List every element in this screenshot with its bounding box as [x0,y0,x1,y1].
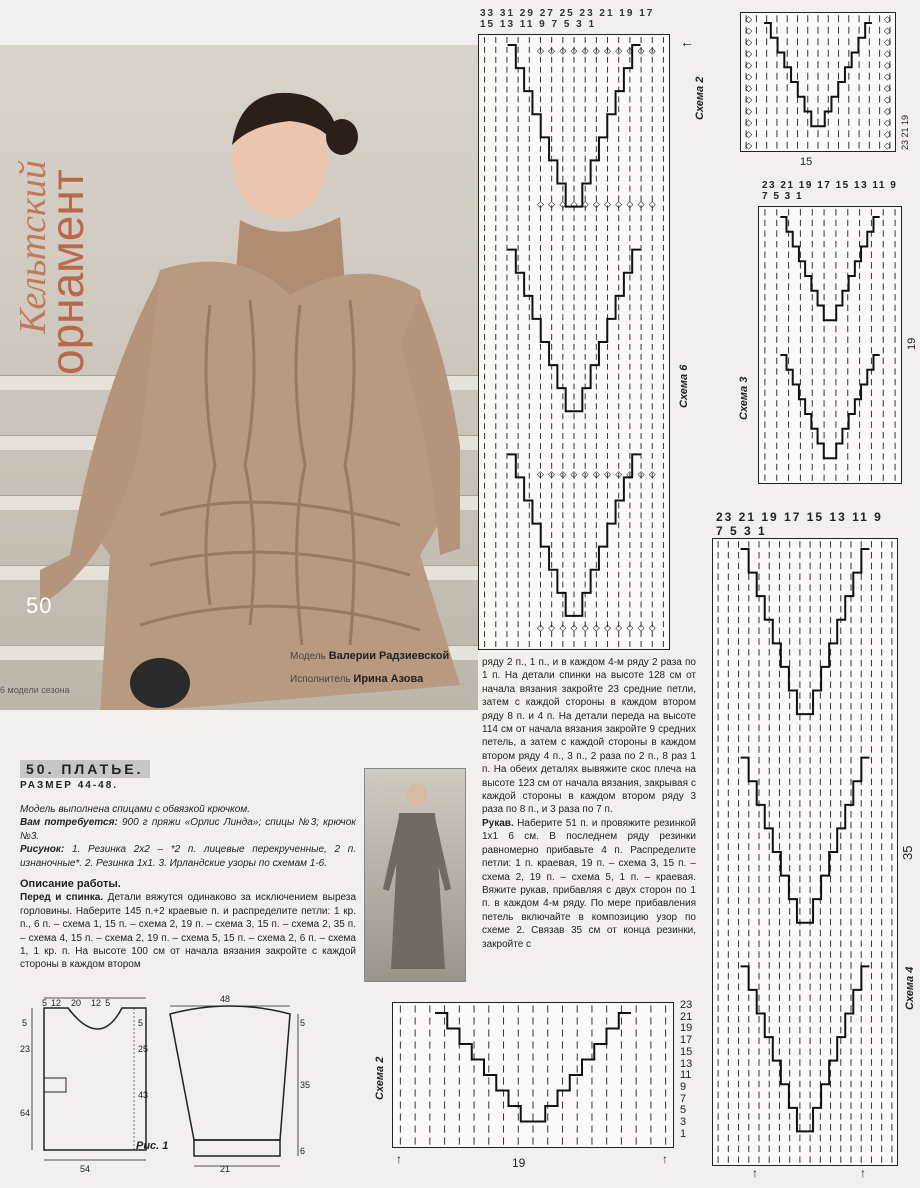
model-photo [0,45,478,710]
svg-text:◇: ◇ [883,129,891,140]
svg-text:◇: ◇ [570,45,578,56]
svg-text:◇: ◇ [637,198,645,209]
arrow-up-icon-2: ↑ [860,1166,866,1180]
svg-text:◇: ◇ [537,469,544,480]
dim-top-5: 5 [105,998,111,1008]
arrow-up-icon-3: ↑ [396,1152,402,1166]
credit-exec-label: Исполнитель [290,674,351,685]
article-intro: Модель выполнена спицами с обвязкой крючком. [20,804,250,815]
sleeve-dim-right-3: 6 [300,1146,306,1156]
schema2-bottom-row-5: 5 [680,1104,687,1117]
svg-text:◇: ◇ [626,198,634,209]
dim-bottom: 54 [80,1164,91,1174]
svg-text:◇: ◇ [548,622,556,633]
svg-text:◇: ◇ [745,117,753,128]
schema2-bottom-width: 19 [512,1156,526,1170]
schema2-bottom-row-19: 19 [680,1022,693,1035]
svg-text:◇: ◇ [559,45,567,56]
schema2-bottom-row-15: 15 [680,1045,693,1058]
schema3-label: Схема 3 [738,376,750,420]
dim-left-1: 5 [22,1018,28,1028]
schema2-bottom-row-1: 1 [680,1127,687,1140]
schema2-bottom-row-17: 17 [680,1034,693,1047]
svg-text:◇: ◇ [548,469,556,480]
svg-text:◇: ◇ [559,469,567,480]
svg-text:◇: ◇ [745,129,753,140]
svg-text:◇: ◇ [883,94,891,105]
schema2-bottom-row-11: 11 [680,1069,692,1082]
corner-row-numbers: 23 21 19 [900,114,910,150]
svg-text:◇: ◇ [745,94,753,105]
schema6-grid [479,35,669,649]
arrow-up-icon-4: ↑ [662,1152,668,1166]
desc-heading: Описание работы. [20,878,121,891]
schema2-bottom-row-3: 3 [680,1116,687,1129]
need-text: 900 г пряжи «Орлис Линда»; спицы №3; крючок №3. [20,817,356,842]
svg-text:◇: ◇ [615,45,623,56]
svg-text:◇: ◇ [548,45,556,56]
svg-text:◇: ◇ [745,14,753,25]
dim-right-3: 43 [138,1090,149,1100]
svg-text:◇: ◇ [883,25,891,36]
svg-text:◇: ◇ [604,469,611,480]
svg-text:◇: ◇ [570,622,578,633]
diagram-label: Рис. 1 [136,1140,169,1152]
schema2-top-label: Схема 2 [694,76,706,120]
dim-right-2: 25 [138,1044,149,1054]
svg-text:◇: ◇ [883,71,891,82]
svg-text:◇: ◇ [537,198,544,209]
title-line-1: Кельтский [11,160,54,334]
schema2-bottom-row-21: 21 [680,1010,693,1023]
dim-right-1: 5 [138,1018,144,1028]
svg-text:◇: ◇ [559,622,567,633]
svg-text:◇: ◇ [615,469,623,480]
svg-text:◇: ◇ [745,37,753,48]
schema4-grid [713,539,897,1165]
credit-model-name: Валерии Радзиевской [328,650,450,662]
title-line-2: орнамент [41,169,93,375]
svg-text:◇: ◇ [581,622,589,633]
svg-text:◇: ◇ [883,106,891,117]
svg-text:◇: ◇ [745,140,753,151]
schema3-grid [759,207,901,483]
schema6-chart [478,34,670,650]
svg-text:◇: ◇ [648,622,656,633]
schema2-bottom-row-13: 13 [680,1057,693,1070]
svg-text:◇: ◇ [745,48,753,59]
pattern-label: Рисунок: [20,844,65,856]
schema4-label: Схема 4 [904,966,916,1010]
svg-text:◇: ◇ [537,45,544,56]
sleeve-dim-right-2: 35 [300,1080,311,1090]
svg-text:◇: ◇ [883,140,891,151]
schema3-row-numbers: 23 21 19 17 15 13 11 9 7 5 3 1 [762,180,898,202]
body-top-dims [42,998,110,1008]
svg-text:◇: ◇ [883,37,891,48]
article-body-col2 [482,656,696,951]
schema2-bottom-chart [392,1002,674,1148]
dim-top-3: 20 [71,998,82,1008]
svg-text:◇: ◇ [559,198,567,209]
schema2-top-width: 15 [800,156,813,168]
sleeve-dim-right-1: 5 [300,1018,306,1028]
svg-text:◇: ◇ [745,106,753,117]
schema6-label: Схема 6 [678,364,690,408]
svg-text:◇: ◇ [648,45,656,56]
svg-text:◇: ◇ [745,71,753,82]
svg-text:◇: ◇ [626,469,634,480]
need-label: Вам потребуется: [20,817,118,829]
svg-text:◇: ◇ [570,198,578,209]
article-body-col1 [20,803,356,972]
page-footer: 6 модели сезона [0,685,70,695]
pattern-diagram [18,990,348,1180]
svg-text:◇: ◇ [745,83,753,94]
svg-text:◇: ◇ [604,198,611,209]
svg-text:◇: ◇ [615,198,623,209]
svg-text:◇: ◇ [883,48,891,59]
dim-left-3: 64 [20,1108,31,1118]
svg-text:◇: ◇ [637,622,645,633]
title-line-2-wrap [40,105,100,405]
svg-text:◇: ◇ [626,622,634,633]
svg-text:◇: ◇ [592,45,600,56]
svg-text:◇: ◇ [592,622,600,633]
dim-top-1: 5 [42,998,48,1008]
credit-model-label: Модель [290,651,326,662]
svg-text:◇: ◇ [648,469,656,480]
svg-text:◇: ◇ [537,622,544,633]
dim-left-2: 23 [20,1044,31,1054]
schema2-bottom-row-23: 23 [680,999,693,1011]
svg-text:◇: ◇ [581,469,589,480]
svg-text:◇: ◇ [745,25,753,36]
photo-number: 50 [26,593,53,618]
svg-text:◇: ◇ [883,117,891,128]
sleeve-dim-bottom: 21 [220,1164,231,1174]
article-size: РАЗМЕР 44-48. [20,780,119,791]
dress-thumbnail-photo [364,768,466,982]
schema6-row-numbers: 33 31 29 27 25 23 21 19 17 15 13 11 9 7 5 3 1 [480,8,655,30]
svg-text:◇: ◇ [648,198,656,209]
schema3-height: 19 [906,337,918,350]
schema2-bottom-grid [393,1003,673,1147]
credit-exec-name: Ирина Азова [353,673,424,685]
svg-text:◇: ◇ [745,60,753,71]
svg-text:◇: ◇ [883,60,891,71]
credits [290,645,449,691]
front-back-label: Перед и спинка. [20,892,104,904]
schema2-top-chart [740,12,896,152]
svg-text:◇: ◇ [592,198,600,209]
schema2-bottom-row-numbers [680,1000,710,1140]
schema2-bottom-row-9: 9 [680,1080,687,1093]
svg-text:◇: ◇ [604,45,611,56]
svg-text:◇: ◇ [548,198,556,209]
svg-text:◇: ◇ [570,469,578,480]
woman-in-cable-dress-illustration [40,85,460,710]
sleeve-top-dim: 48 [220,994,231,1004]
schema2-bottom-label: Схема 2 [374,1056,386,1100]
svg-text:◇: ◇ [604,622,611,633]
dress-thumbnail-figure [365,769,465,981]
svg-text:◇: ◇ [592,469,600,480]
svg-text:◇: ◇ [626,45,634,56]
arrow-up-icon: ↑ [752,1166,758,1180]
col2-text: ряду 2 п., 1 п., и в каждом 4-м ряду 2 раза по 1 п. На детали спинки на высоте 128 см от начала вязания закройте 23 средние петли, затем с каждой стороны в каждом втором ряду 8 п. и 4 п. На детали переда на высоте 114 см от начала вязания закройте 9 средних петель, а затем с каждой стороны в каждом втором ряду 4 п., 3 п., 2 раза по 2 п., 8 раз 1 п. На обеих деталях вывяжите скос плеча на высоте 123 см от начала вязания, закрывая с каждой стороны в каждом втором ряду 3 раза по 8 п., и 3 раза по 7 п. [482,657,696,816]
schema4-height: 35 [900,845,915,860]
schema3-chart [758,206,902,484]
svg-text:◇: ◇ [637,469,645,480]
schema4-chart [712,538,898,1166]
svg-text:◇: ◇ [637,45,645,56]
svg-text:◇: ◇ [581,198,589,209]
dim-top-2: 12 [51,998,62,1008]
dim-top-4: 12 [91,998,102,1008]
schema2-bottom-row-7: 7 [680,1092,687,1105]
svg-text:◇: ◇ [883,83,891,94]
sleeve-label: Рукав. [482,817,514,829]
pattern-text: 1. Резинка 2х2 – *2 п. лицевые перекрученные, 2 п. изнаночные*. 2. Резинка 1х1. 3. Ирландские узоры по схемам 1-6. [20,844,356,869]
svg-text:◇: ◇ [883,14,891,25]
sleeve-text: Наберите 51 п. и провяжите резинкой 1х1 6 см. В последнем ряду резинки равномерно прибавьте 4 п. Распределите петли: 1 п. краевая, 19 п. – схема 3, 15 п. – схема 2, 19 п. – схема 5, 1 п. – краевая. Вяжите рукав, прибавляя с двух сторон по 1 п. в каждом 4-м ряду. По мере прибавления петель включайте в композицию узор по схеме 2. Связав 35 см от конца резинки, закройте с [482,817,696,950]
svg-text:◇: ◇ [581,45,589,56]
schema4-row-numbers: 23 21 19 17 15 13 11 9 7 5 3 1 [716,510,883,538]
schema2-top-grid [741,13,895,151]
svg-text:◇: ◇ [615,622,623,633]
article-title: 50. ПЛАТЬЕ. [20,760,150,778]
front-back-text: Детали вяжутся одинаково за исключением выреза горловины. Наберите 145 п.+2 краевые п. и распределите петли: 1 кр. п., 6 п. – схема 1, 15 п. – схема 2, 19 п. – схема 3, 15 п. – схема 2, 35 п. – схема 4, 15 п. – схема 2, 19 п. – схема 5, 15 п. – схема 2, 6 п. – схема 1, 1 кр. п. На высоте 100 см от начала вязания закройте с каждой стороны в каждом втором [20,892,357,971]
arrow-right-icon: ← [680,34,694,50]
